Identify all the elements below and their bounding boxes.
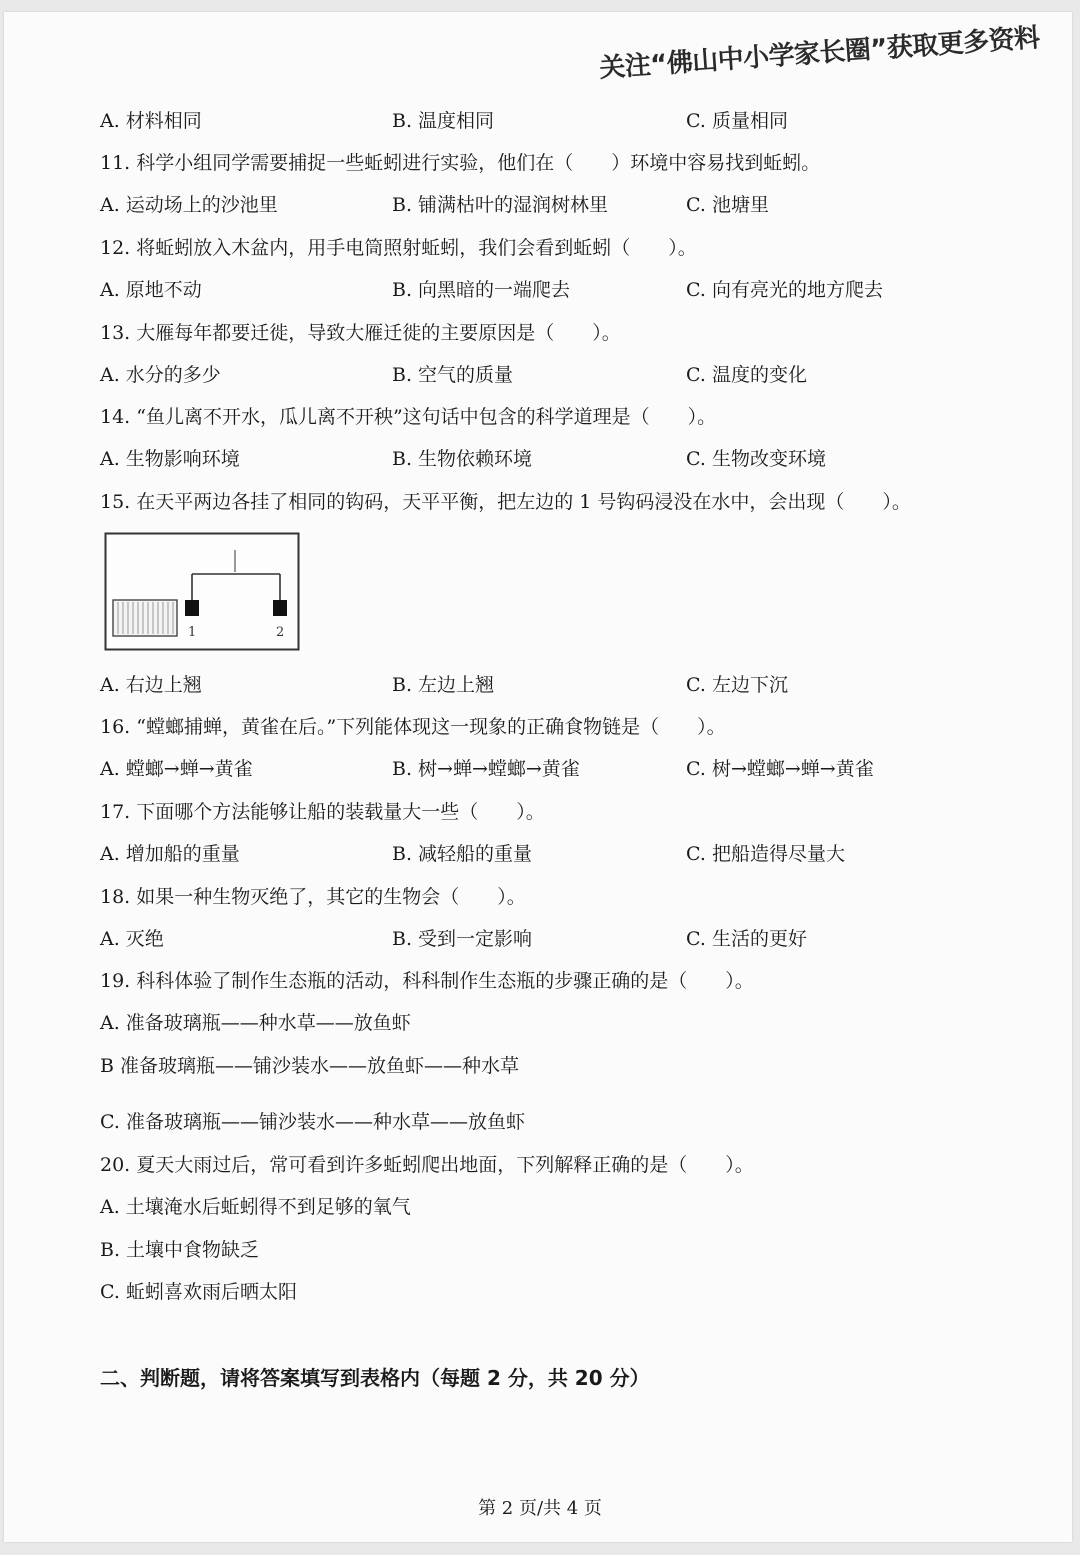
q10-option-a: A. 材料相同: [100, 110, 202, 132]
q16-option-a: A. 螳螂→蝉→黄雀: [100, 758, 253, 780]
q10-option-b: B. 温度相同: [392, 110, 495, 132]
weight-1-icon: [185, 600, 199, 616]
water-container-icon: [113, 600, 177, 636]
q17-stem: 17. 下面哪个方法能够让船的装载量大一些（ ）。: [100, 801, 545, 823]
q11-stem: 11. 科学小组同学需要捕捉一些蚯蚓进行实验，他们在（ ）环境中容易找到蚯蚓。: [100, 152, 821, 174]
weight-1-label: 1: [188, 625, 197, 640]
q15-option-a: A. 右边上翘: [100, 674, 202, 696]
q13-option-b: B. 空气的质量: [392, 364, 514, 386]
weight-2-icon: [273, 600, 287, 616]
q19-option-a: A. 准备玻璃瓶——种水草——放鱼虾: [100, 1012, 411, 1034]
q14-option-a: A. 生物影响环境: [100, 448, 240, 470]
q19-stem: 19. 科科体验了制作生态瓶的活动，科科制作生态瓶的步骤正确的是（ ）。: [100, 970, 754, 992]
q16-option-b: B. 树→蝉→螳螂→黄雀: [392, 758, 580, 780]
q13-option-a: A. 水分的多少: [100, 364, 221, 386]
page-number: 第 2 页/共 4 页: [478, 1498, 602, 1519]
q18-stem: 18. 如果一种生物灭绝了，其它的生物会（ ）。: [100, 886, 526, 908]
q11-option-a: A. 运动场上的沙池里: [100, 194, 278, 216]
balance-diagram: [104, 532, 300, 652]
q12-stem: 12. 将蚯蚓放入木盆内，用手电筒照射蚯蚓，我们会看到蚯蚓（ ）。: [100, 237, 697, 259]
q18-option-b: B. 受到一定影响: [392, 928, 533, 950]
weight-2-label: 2: [276, 625, 285, 640]
q19-option-c: C. 准备玻璃瓶——铺沙装水——种水草——放鱼虾: [100, 1111, 525, 1133]
q11-option-c: C. 池塘里: [686, 194, 769, 216]
q18-option-c: C. 生活的更好: [686, 928, 807, 950]
q15-option-b: B. 左边上翘: [392, 674, 495, 696]
q20-option-c: C. 蚯蚓喜欢雨后晒太阳: [100, 1281, 297, 1303]
q16-option-c: C. 树→螳螂→蝉→黄雀: [686, 758, 874, 780]
q12-option-c: C. 向有亮光的地方爬去: [686, 279, 883, 301]
watermark: 关注“佛山中小学家长圈”获取更多资料: [598, 23, 1041, 84]
q17-option-b: B. 减轻船的重量: [392, 843, 533, 865]
q19-option-b: B 准备玻璃瓶——铺沙装水——放鱼虾——种水草: [100, 1055, 520, 1077]
q17-option-a: A. 增加船的重量: [100, 843, 240, 865]
q10-option-c: C. 质量相同: [686, 110, 788, 132]
q18-option-a: A. 灭绝: [100, 928, 164, 950]
q16-stem: 16. “螳螂捕蝉，黄雀在后。”下列能体现这一现象的正确食物链是（ ）。: [100, 716, 726, 738]
q20-option-a: A. 土壤淹水后蚯蚓得不到足够的氧气: [100, 1196, 411, 1218]
q20-option-b: B. 土壤中食物缺乏: [100, 1239, 260, 1261]
q13-option-c: C. 温度的变化: [686, 364, 807, 386]
q17-option-c: C. 把船造得尽量大: [686, 843, 845, 865]
q14-stem: 14. “鱼儿离不开水，瓜儿离不开秧”这句话中包含的科学道理是（ ）。: [100, 406, 717, 428]
q14-option-b: B. 生物依赖环境: [392, 448, 533, 470]
q11-option-b: B. 铺满枯叶的湿润树林里: [392, 194, 609, 216]
q15-option-c: C. 左边下沉: [686, 674, 788, 696]
q15-stem: 15. 在天平两边各挂了相同的钩码，天平平衡，把左边的 1 号钩码浸没在水中，会出现（ ）。: [100, 491, 911, 513]
q20-stem: 20. 夏天大雨过后，常可看到许多蚯蚓爬出地面，下列解释正确的是（ ）。: [100, 1154, 754, 1176]
q12-option-b: B. 向黑暗的一端爬去: [392, 279, 571, 301]
q13-stem: 13. 大雁每年都要迁徙，导致大雁迁徙的主要原因是（ ）。: [100, 322, 621, 344]
q14-option-c: C. 生物改变环境: [686, 448, 826, 470]
q12-option-a: A. 原地不动: [100, 279, 202, 301]
section-2-heading: 二、判断题，请将答案填写到表格内（每题 2 分，共 20 分）: [100, 1366, 650, 1390]
